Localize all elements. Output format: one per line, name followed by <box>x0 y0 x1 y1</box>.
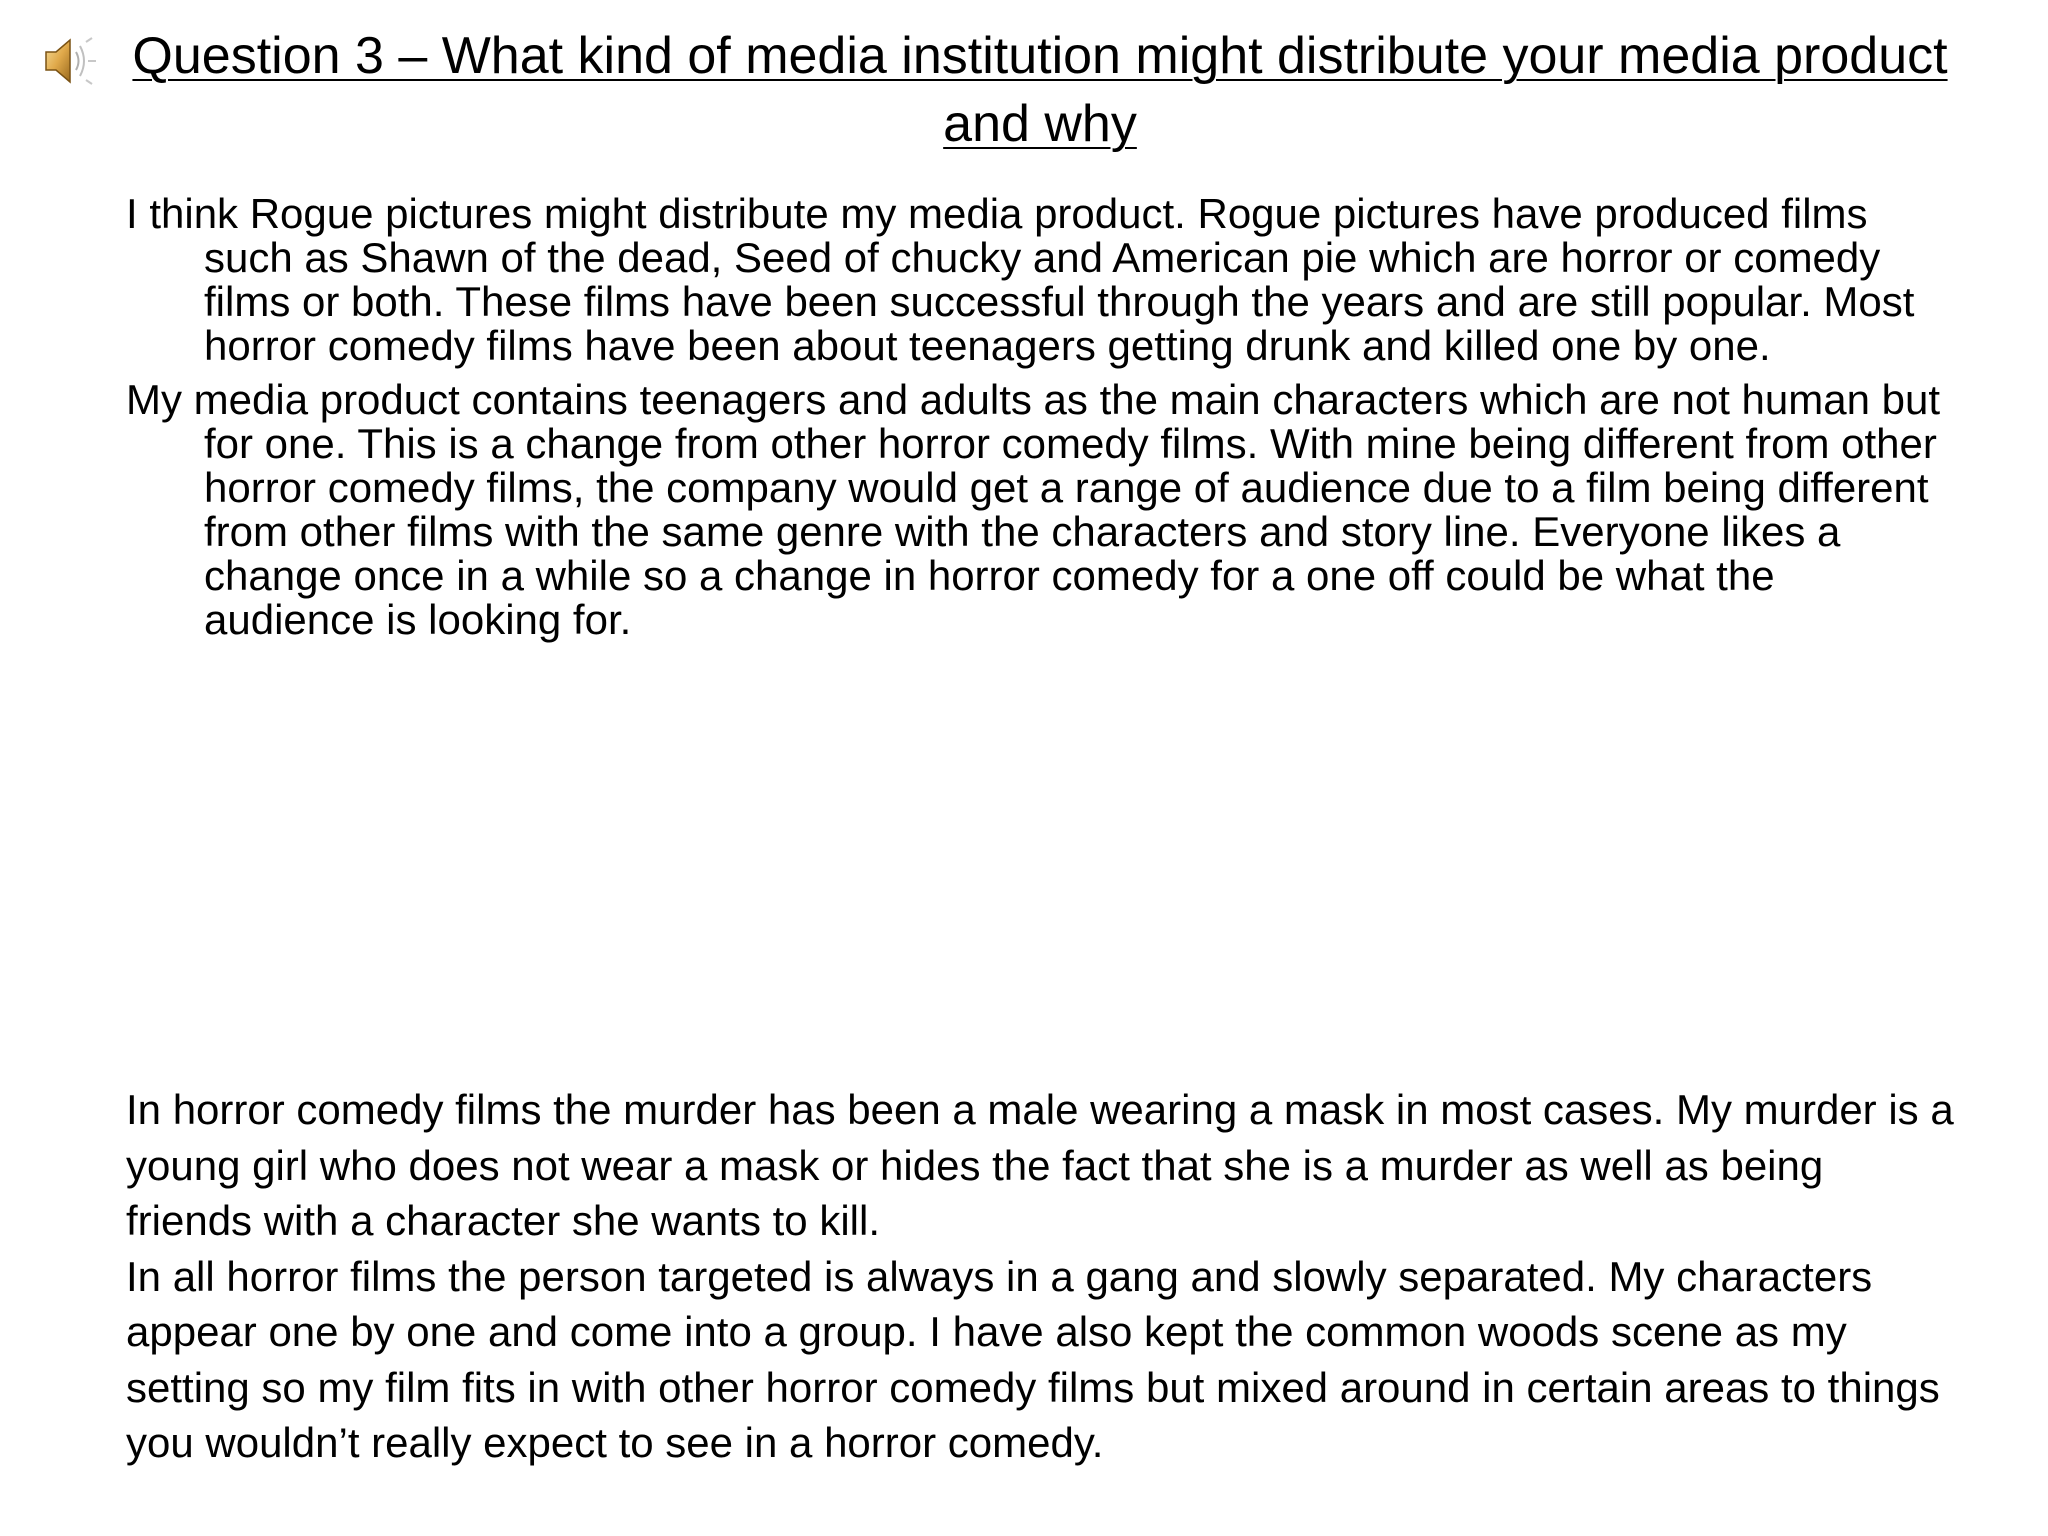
slide-title: Question 3 – What kind of media institution might distribute your media product and why <box>132 27 1948 153</box>
paragraph-characters-setting: In all horror films the person targeted is always in a gang and slowly separated. My characters appear one by one and come into a group. I have also kept the common woods scene as my setting so my film fits in with other horror comedy films but mixed around in certain areas to things you wouldn’t really expect to see in a horror comedy. <box>126 1252 1940 1466</box>
speaker-icon-graphic <box>40 30 102 92</box>
lower-text-block <box>126 1082 1956 1471</box>
upper-text-block <box>126 192 1956 652</box>
paragraph-murderer: In horror comedy films the murder has been a male wearing a mask in most cases. My murder is a young girl who does not wear a mask or hides the fact that she is a murder as well as being friends with a character she wants to kill. <box>126 1086 1954 1244</box>
paragraph-distributor: I think Rogue pictures might distribute my media product. Rogue pictures have produced films such as Shawn of the dead, Seed of chucky and American pie which are horror or comedy films or both. These films have been successful through the years and are still popular. Most horror comedy films have been about teenagers getting drunk and killed one by one. <box>126 190 1915 369</box>
speaker-icon[interactable] <box>40 30 102 92</box>
paragraph-media-product: My media product contains teenagers and adults as the main characters which are not human but for one. This is a change from other horror comedy films. With mine being different from other horror comedy films, the company would get a range of audience due to a film being different from other films with the same genre with the characters and story line. Everyone likes a change once in a while so a change in horror comedy for a one off could be what the audience is looking for. <box>126 376 1941 643</box>
